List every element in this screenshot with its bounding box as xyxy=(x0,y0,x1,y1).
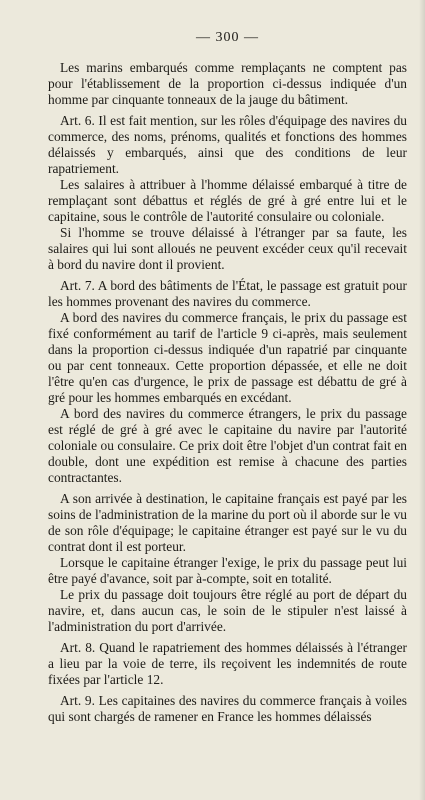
paragraph-6: A bord des navires du commerce français, le prix du passage est fixé conformément au tarif de l'article 9 ci-après, mais seulement dans la proportion ci-dessus indiquée d'un rapatrié par cinquante ou par cent tonneaux. Cette proportion dépassée, et elle ne doit l'être qu'en cas d'urgence, le prix de passage est débattu de gré à gré pour les hommes embarqués en excédant. xyxy=(48,310,407,405)
paragraph-art-6: Art. 6. Il est fait mention, sur les rôles d'équipage des navires du commerce, des noms, prénoms, qualités et fonctions des hommes délaissés y embarqués, ainsi que des conditions de leur rapatriement. xyxy=(48,113,407,176)
paragraph-1: Les marins embarqués comme remplaçants ne comptent pas pour l'établissement de la proportion ci-dessus indiquée d'un homme par cinquante tonneaux de la jauge du bâtiment. xyxy=(48,60,407,107)
paragraph-9: Lorsque le capitaine étranger l'exige, le prix du passage peut lui être payé d'avance, soit par à-compte, soit en totalité. xyxy=(48,555,407,586)
page-number: — 300 — xyxy=(196,30,259,45)
paragraph-4: Si l'homme se trouve délaissé à l'étranger par sa faute, les salaires qui lui sont alloués ne peuvent excéder ceux qu'il recevait à bord du navire dont il provient. xyxy=(48,225,407,272)
page-spine-shadow xyxy=(419,0,425,800)
paragraph-8: A son arrivée à destination, le capitaine français est payé par les soins de l'administration de la marine du port où il aborde sur le vu de son rôle d'équipage; le capitaine étranger est payé sur le vu du contrat dont il est porteur. xyxy=(48,491,407,554)
paragraph-7: A bord des navires du commerce étrangers, le prix du passage est réglé de gré à gré avec le capitaine du navire par l'autorité coloniale ou consulaire. Ce prix doit être l'objet d'un contrat fait en double, dont une expédition est remise à chacune des parties contractantes. xyxy=(48,406,407,485)
paragraph-10: Le prix du passage doit toujours être réglé au port de départ du navire, et, dans aucun cas, le soin de le stipuler n'est laissé à l'administration du port d'arrivée. xyxy=(48,587,407,634)
paragraph-art-9: Art. 9. Les capitaines des navires du commerce français à voiles qui sont chargés de ramener en France les hommes délaissés xyxy=(48,693,407,724)
paragraph-3: Les salaires à attribuer à l'homme délaissé embarqué à titre de remplaçant sont débattus et réglés de gré à gré entre lui et le capitaine, sous le contrôle de l'autorité consulaire ou coloniale. xyxy=(48,177,407,224)
paragraph-art-7: Art. 7. A bord des bâtiments de l'État, le passage est gratuit pour les hommes provenant des navires du commerce. xyxy=(48,278,407,309)
paragraph-art-8: Art. 8. Quand le rapatriement des hommes délaissés à l'étranger a lieu par la voie de terre, ils reçoivent les indemnités de route fixées par l'article 12. xyxy=(48,640,407,687)
